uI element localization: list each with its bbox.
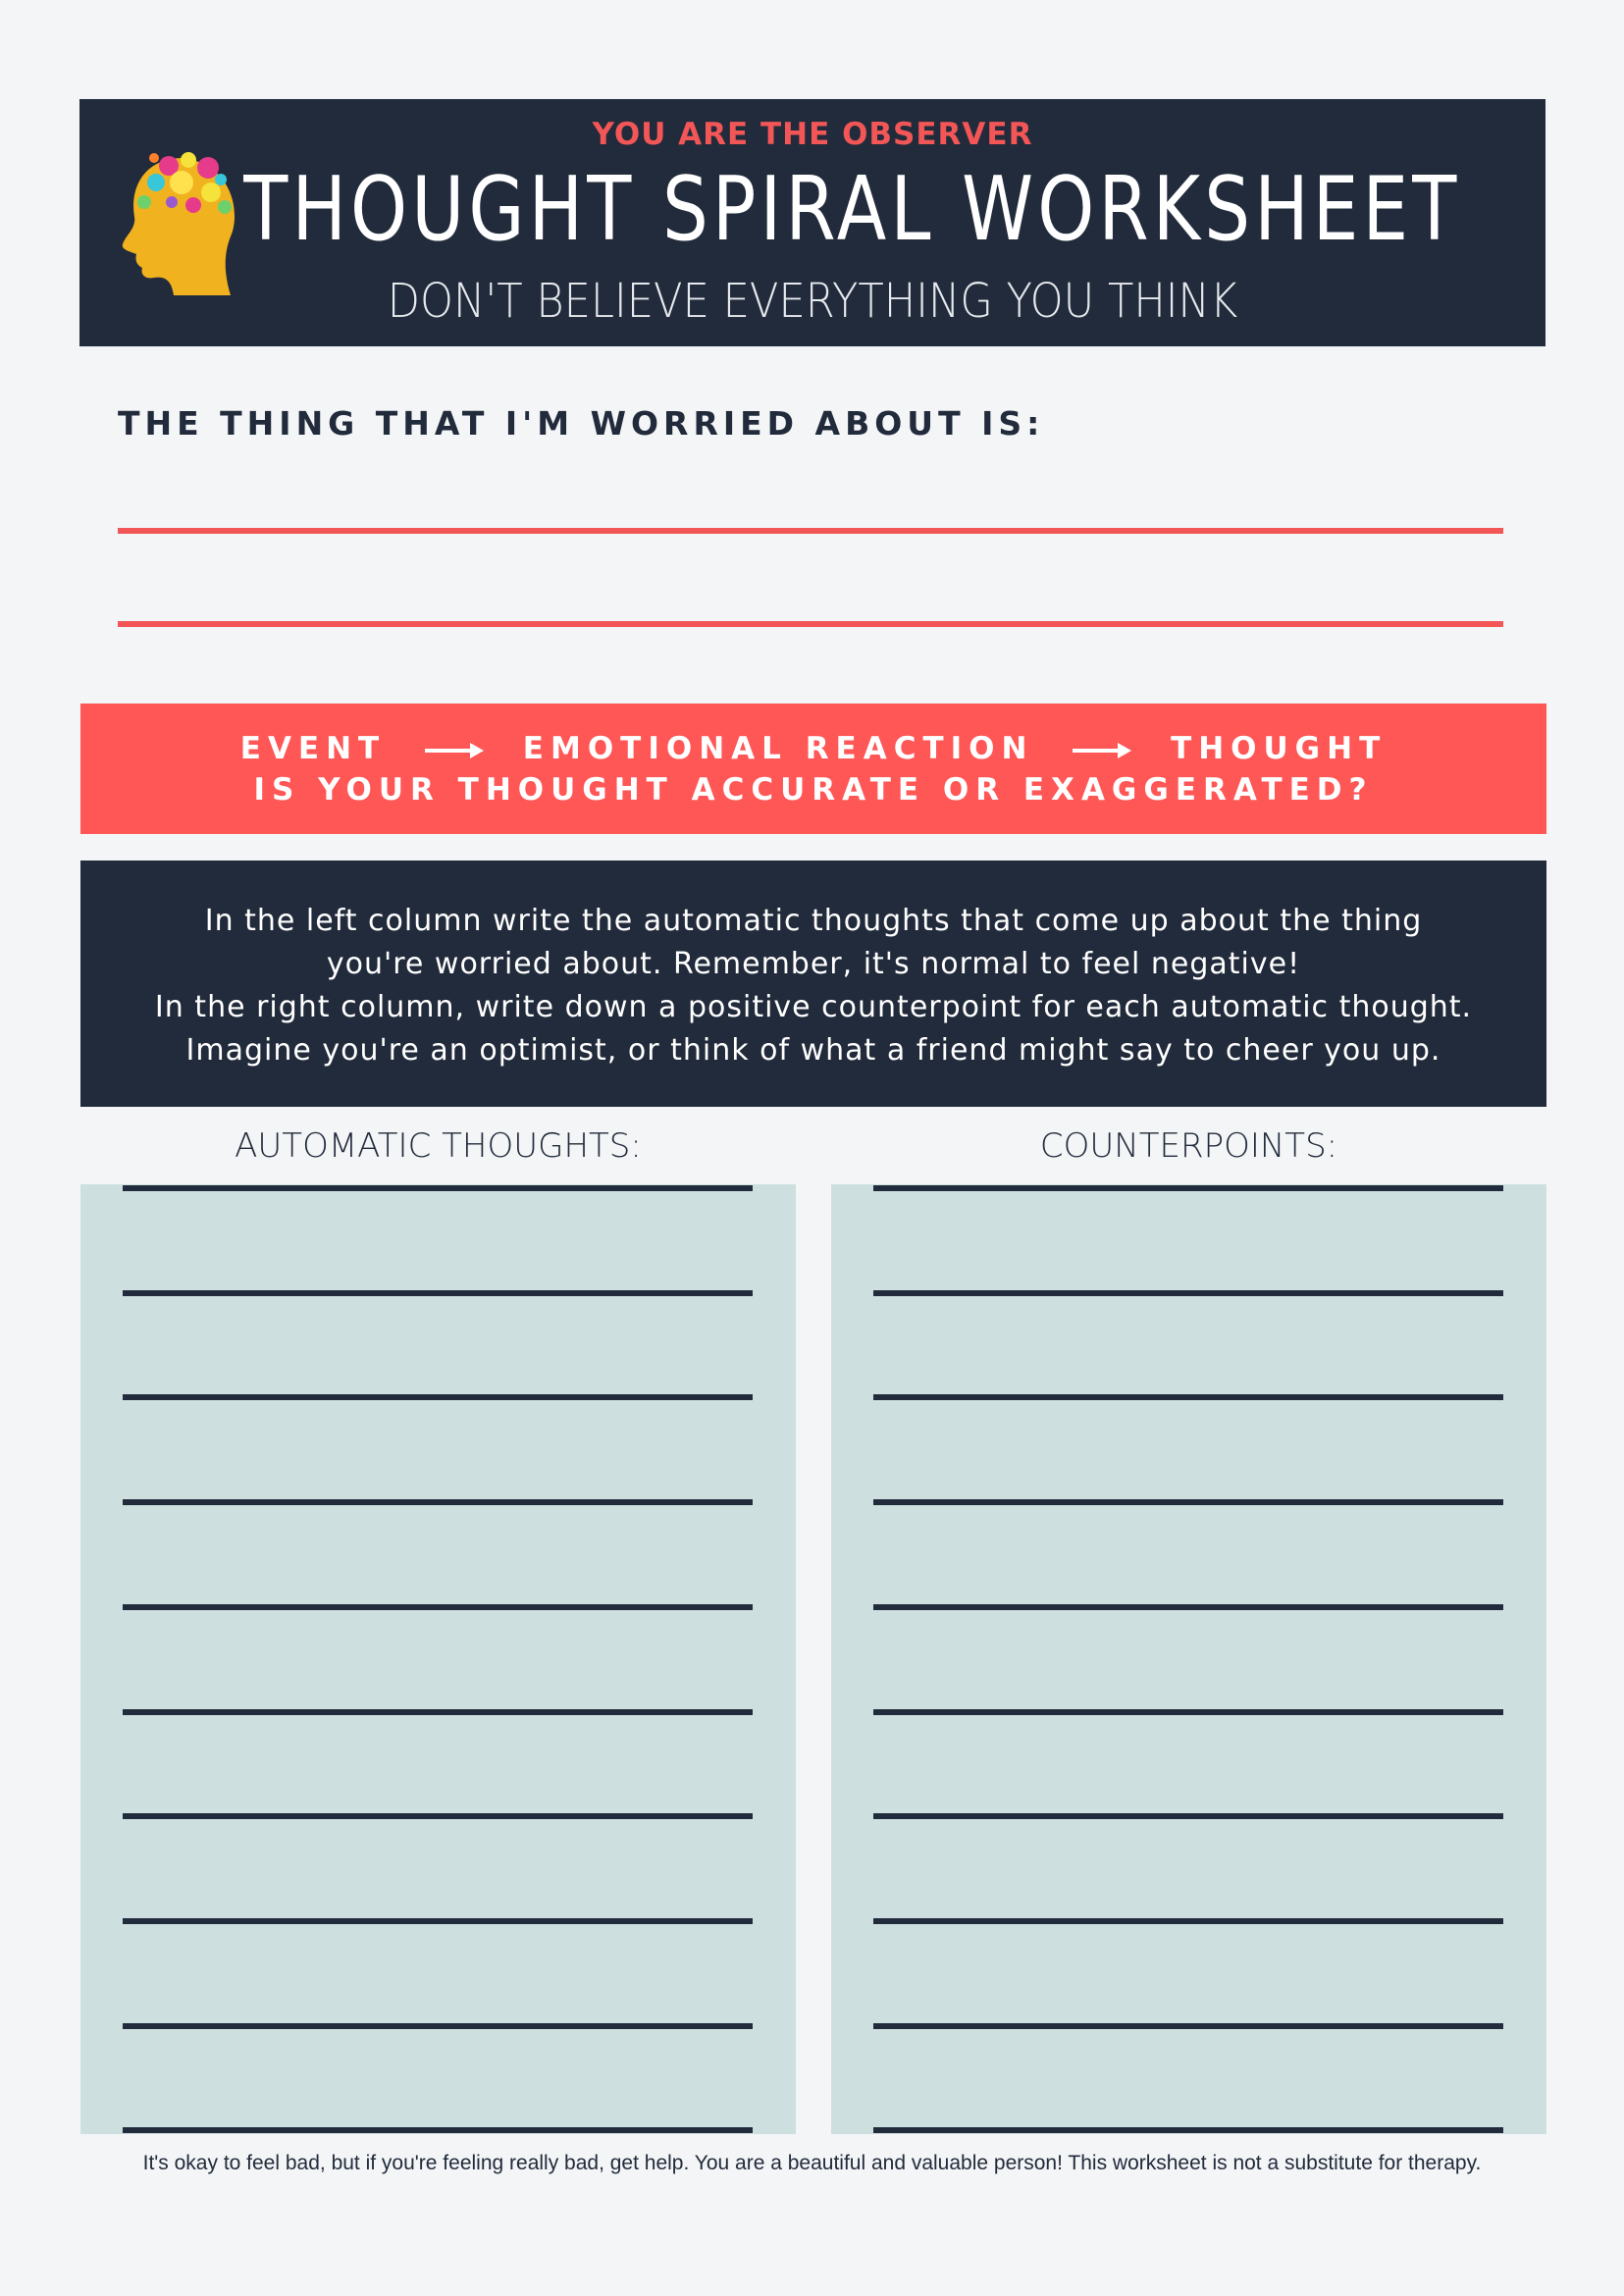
counterpoints-heading: COUNTERPOINTS: bbox=[1039, 1126, 1338, 1166]
reaction-banner bbox=[80, 704, 1546, 834]
write-line[interactable] bbox=[873, 1918, 1503, 1924]
instructions-line: In the left column write the automatic thoughts that come up about the thing bbox=[204, 904, 1423, 938]
worry-write-line-2[interactable] bbox=[118, 621, 1503, 627]
write-line[interactable] bbox=[873, 2127, 1503, 2133]
write-line[interactable] bbox=[873, 1185, 1503, 1191]
write-line[interactable] bbox=[873, 2023, 1503, 2029]
write-line[interactable] bbox=[123, 1813, 753, 1819]
write-line[interactable] bbox=[123, 1394, 753, 1400]
accuracy-question: IS YOUR THOUGHT ACCURATE OR EXAGGERATED? bbox=[253, 772, 1374, 808]
write-line[interactable] bbox=[873, 1499, 1503, 1505]
write-line[interactable] bbox=[123, 2127, 753, 2133]
instructions-line: you're worried about. Remember, it's normal to feel negative! bbox=[326, 947, 1301, 981]
write-line[interactable] bbox=[873, 1290, 1503, 1296]
header-banner bbox=[79, 99, 1545, 346]
automatic-thoughts-column bbox=[80, 1184, 796, 2134]
write-line[interactable] bbox=[873, 1394, 1503, 1400]
page-subtitle: DON'T BELIEVE EVERYTHING YOU THINK bbox=[387, 274, 1238, 329]
write-line[interactable] bbox=[123, 1604, 753, 1610]
write-line[interactable] bbox=[123, 1185, 753, 1191]
worry-label: THE THING THAT I'M WORRIED ABOUT IS: bbox=[118, 404, 1045, 443]
write-line[interactable] bbox=[123, 1918, 753, 1924]
footer-disclaimer: It's okay to feel bad, but if you're feeling really bad, get help. You are a beautiful and valuable person! This worksheet is not a substitute for therapy. bbox=[142, 2152, 1482, 2174]
page-title: THOUGHT SPIRAL WORKSHEET bbox=[243, 158, 1461, 261]
arrow-right-icon bbox=[425, 741, 484, 760]
step-thought: THOUGHT bbox=[1171, 731, 1388, 766]
instructions-line: Imagine you're an optimist, or think of what a friend might say to cheer you up. bbox=[185, 1033, 1441, 1068]
write-line[interactable] bbox=[123, 1709, 753, 1715]
arrow-right-icon bbox=[1073, 741, 1131, 760]
write-line[interactable] bbox=[873, 1813, 1503, 1819]
instructions-panel bbox=[80, 861, 1546, 1107]
write-line[interactable] bbox=[873, 1709, 1503, 1715]
reaction-sequence bbox=[80, 731, 1546, 766]
counterpoints-column bbox=[831, 1184, 1546, 2134]
worry-write-line-1[interactable] bbox=[118, 528, 1503, 534]
write-line[interactable] bbox=[123, 1499, 753, 1505]
write-line[interactable] bbox=[123, 2023, 753, 2029]
step-emotional-reaction: EMOTIONAL REACTION bbox=[522, 731, 1034, 766]
write-line[interactable] bbox=[123, 1290, 753, 1296]
write-line[interactable] bbox=[873, 1604, 1503, 1610]
instructions-line: In the right column, write down a positive counterpoint for each automatic thought. bbox=[154, 990, 1473, 1024]
step-event: EVENT bbox=[239, 731, 387, 766]
automatic-thoughts-heading: AUTOMATIC THOUGHTS: bbox=[235, 1126, 642, 1166]
header-eyebrow: YOU ARE THE OBSERVER bbox=[592, 117, 1033, 152]
